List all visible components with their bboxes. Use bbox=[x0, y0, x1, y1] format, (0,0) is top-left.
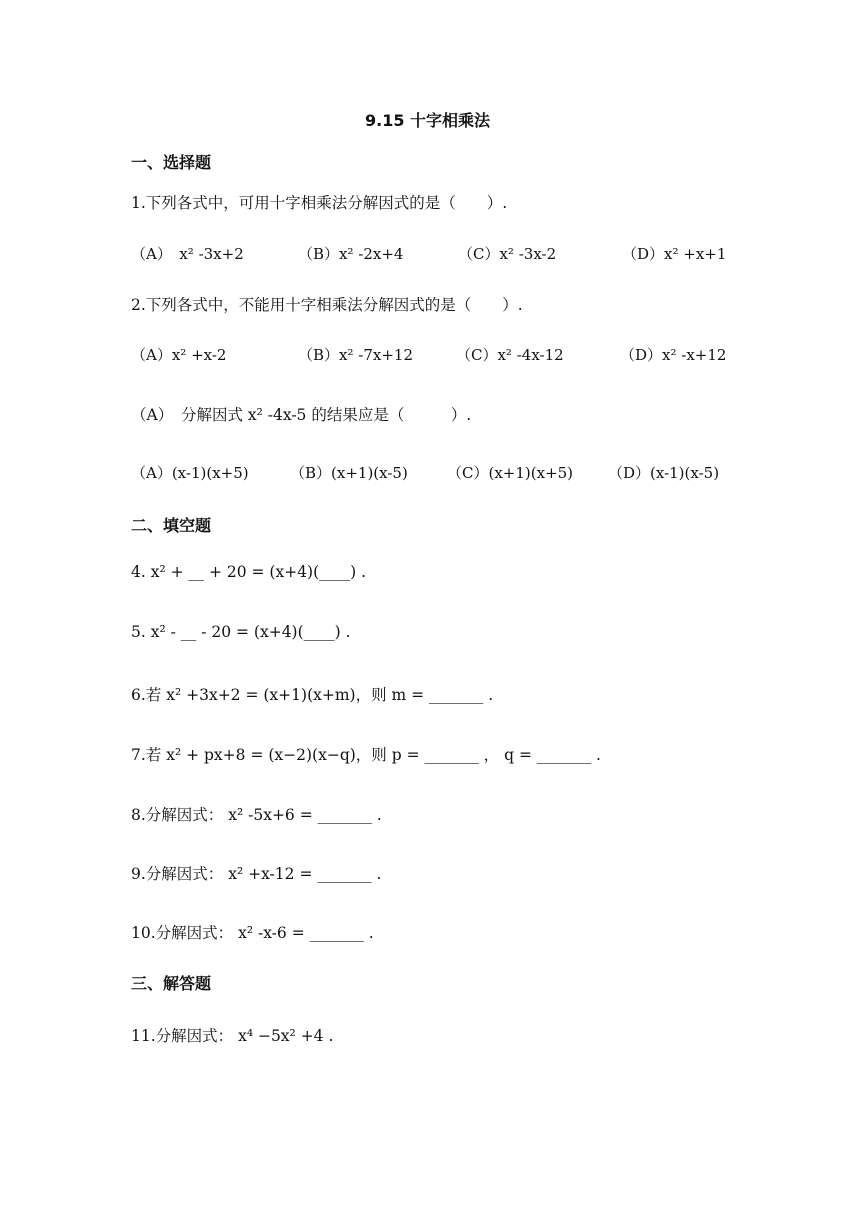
question-2-stem: 2.下列各式中，不能用十字相乘法分解因式的是（ ）. bbox=[131, 296, 523, 314]
question-3-option-c: （C）(x+1)(x+5) bbox=[447, 464, 574, 482]
question-2-option-b: （B）x² -7x+12 bbox=[298, 346, 413, 364]
question-2-option-a: （A）x² +x-2 bbox=[131, 346, 227, 364]
fill-question-5: 5. x² - __ - 20 = (x+4)(____) . bbox=[131, 623, 351, 641]
question-1-stem: 1.下列各式中，可用十字相乘法分解因式的是（ ）. bbox=[131, 194, 508, 212]
fill-question-4: 4. x² + __ + 20 = (x+4)(____) . bbox=[131, 563, 367, 581]
question-3-option-b: （B）(x+1)(x-5) bbox=[290, 464, 408, 482]
answer-question-11: 11.分解因式： x⁴ −5x² +4 . bbox=[131, 1027, 334, 1045]
question-2-option-d: （D）x² -x+12 bbox=[620, 346, 727, 364]
fill-question-8: 8.分解因式： x² -5x+6 = _______ . bbox=[131, 806, 382, 824]
question-1-option-a: （A） x² -3x+2 bbox=[131, 245, 244, 263]
section-heading-fill: 二、填空题 bbox=[131, 516, 212, 535]
question-1-option-c: （C）x² -3x-2 bbox=[458, 245, 557, 263]
fill-question-6: 6.若 x² +3x+2 = (x+1)(x+m)，则 m = _______ . bbox=[131, 686, 494, 704]
fill-question-10: 10.分解因式： x² -x-6 = _______ . bbox=[131, 924, 374, 942]
fill-question-9: 9.分解因式： x² +x-12 = _______ . bbox=[131, 865, 382, 883]
question-2-option-c: （C）x² -4x-12 bbox=[456, 346, 564, 364]
section-heading-answer: 三、解答题 bbox=[131, 974, 212, 993]
page-title: 9.15 十字相乘法 bbox=[365, 111, 491, 130]
question-3-option-d: （D）(x-1)(x-5) bbox=[608, 464, 720, 482]
section-heading-choice: 一、选择题 bbox=[131, 153, 212, 172]
question-3-option-a: （A）(x-1)(x+5) bbox=[131, 464, 249, 482]
question-3-stem: （A） 分解因式 x² -4x-5 的结果应是（ ）. bbox=[131, 406, 472, 424]
question-1-option-d: （D）x² +x+1 bbox=[622, 245, 727, 263]
fill-question-7: 7.若 x² + px+8 = (x−2)(x−q)，则 p = _______ ， q = _______ . bbox=[131, 746, 601, 764]
question-1-option-b: （B）x² -2x+4 bbox=[298, 245, 404, 263]
